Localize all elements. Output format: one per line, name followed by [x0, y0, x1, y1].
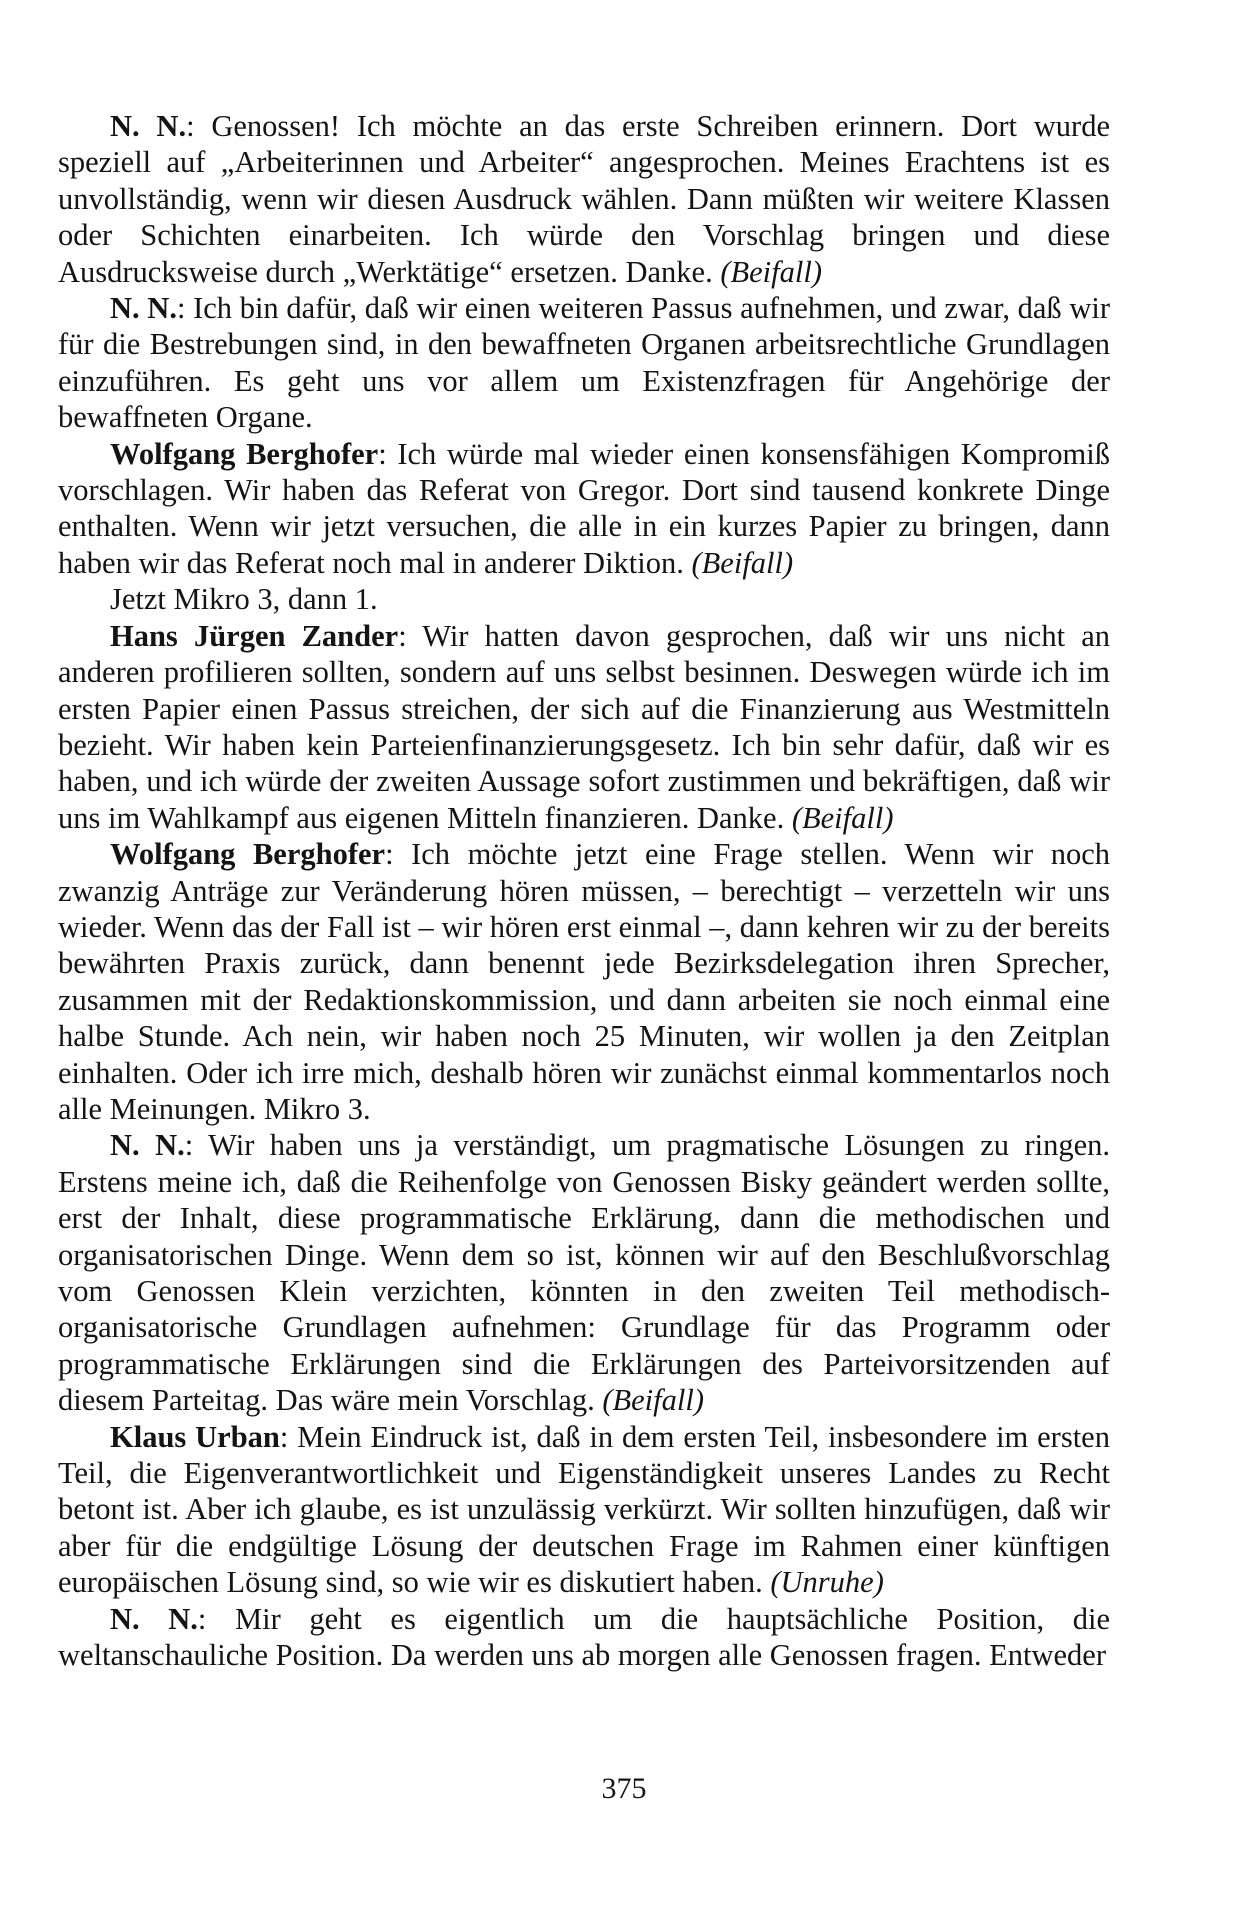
speaker-separator: : [279, 1419, 298, 1454]
speaker-separator: : [176, 291, 194, 326]
speaker-separator: : [184, 1128, 209, 1163]
speaker-separator: : [398, 618, 423, 653]
paragraph-6 [58, 836, 1110, 1127]
paragraph-text: Genossen! Ich möchte an das erste Schreiben erinnern. Dort wurde speziell auf „Arbeiterinnen und Arbeiter“ angesprochen. Meines Erachtens ist es unvollständig, wenn wir diesen Ausdruck wählen. Dann müßten wir weitere Klassen oder Schichten einarbeiten. Ich würde den Vorschlag bringen und diese Ausdrucksweise durch „Werktätige“ ersetzen. Danke. [58, 109, 1110, 289]
paragraph-4 [58, 581, 1110, 617]
speaker-name: Hans Jürgen Zander [110, 618, 399, 653]
paragraph-text: Jetzt Mikro 3, dann 1. [110, 582, 378, 617]
paragraph-9 [58, 1601, 1110, 1674]
paragraph-text: Mir geht es eigentlich um die hauptsächliche Position, die weltanschauliche Position. Da werden uns ab morgen alle Genossen fragen. Entweder [58, 1601, 1111, 1673]
paragraph-1 [58, 108, 1110, 290]
paragraph-5 [58, 618, 1110, 836]
speaker-name: Klaus Urban [110, 1419, 280, 1454]
audience-reaction: (Unruhe) [770, 1565, 884, 1600]
speaker-name: Wolfgang Berghofer [110, 837, 386, 872]
paragraph-8 [58, 1419, 1110, 1601]
audience-reaction: (Beifall) [720, 254, 822, 289]
paragraph-text: Ich würde mal wieder einen konsensfähigen Kompromiß vorschlagen. Wir haben das Referat von Gregor. Dort sind tausend konkrete Dinge enthalten. Wenn wir jetzt versuchen, die alle in ein kurzes Papier zu bringen, dann haben wir das Referat noch mal in anderer Diktion. [58, 436, 1111, 580]
paragraph-3 [58, 436, 1110, 582]
speaker-separator: : [385, 837, 412, 872]
audience-reaction: (Beifall) [602, 1383, 704, 1418]
paragraph-text: Mein Eindruck ist, daß in dem ersten Teil, insbesondere im ersten Teil, die Eigenverantwortlichkeit und Eigenständigkeit unseres Landes zu Recht betont ist. Aber ich glaube, es ist unzulässig verkürzt. Wir sollten hinzufügen, daß wir aber für die endgültige Lösung der deutschen Frage im Rahmen einer künftigen europäischen Lösung sind, so wie wir es diskutiert haben. [58, 1419, 1110, 1600]
speaker-separator: : [378, 436, 398, 471]
speaker-name: N. N. [110, 109, 187, 143]
document-body [58, 108, 1110, 1673]
paragraph-7 [58, 1127, 1110, 1418]
speaker-name: N. N. [110, 1128, 185, 1163]
audience-reaction: (Beifall) [691, 545, 794, 580]
speaker-name: N. N. [110, 291, 177, 326]
paragraph-text: Ich bin dafür, daß wir einen weiteren Passus aufnehmen, und zwar, daß wir für die Bestrebungen sind, in den bewaffneten Organen arbeitsrechtliche Grundlagen einzuführen. Es geht uns vor allem um Existenzfragen für Angehörige der bewaffneten Organe. [58, 291, 1110, 435]
paragraph-text: Ich möchte jetzt eine Frage stellen. Wenn wir noch zwanzig Anträge zur Veränderung hören müssen, – berechtigt – verzetteln wir uns wieder. Wenn das der Fall ist – wir hören erst einmal –, dann kehren wir zu der bereits bewährten Praxis zurück, dann benennt jede Bezirksdelegation ihren Sprecher, zusammen mit der Redaktionskommission, und dann arbeiten sie noch einmal eine halbe Stunde. Ach nein, wir haben noch 25 Minuten, wir wollen ja den Zeitplan einhalten. Oder ich irre mich, deshalb hören wir zunächst einmal kommentarlos noch alle Meinungen. Mikro 3. [58, 837, 1110, 1126]
speaker-separator: : [186, 109, 212, 143]
paragraph-text: Wir hatten davon gesprochen, daß wir uns nicht an anderen profilieren sollten, sondern auf uns selbst besinnen. Deswegen würde ich im ersten Papier einen Passus streichen, der sich auf die Finanzierung aus Westmitteln bezieht. Wir haben kein Parteienfinanzierungsgesetz. Ich bin sehr dafür, daß wir es haben, und ich würde der zweiten Aussage sofort zustimmen und bekräftigen, daß wir uns im Wahlkampf aus eigenen Mitteln finanzieren. Danke. [58, 618, 1110, 835]
paragraph-2 [58, 290, 1110, 436]
page-number: 375 [601, 1772, 647, 1805]
audience-reaction: (Beifall) [791, 800, 894, 835]
speaker-name: Wolfgang Berghofer [110, 436, 379, 471]
speaker-name: N. N. [110, 1601, 198, 1636]
paragraph-text: Wir haben uns ja verständigt, um pragmatische Lösungen zu ringen. Erstens meine ich, daß die Reihenfolge von Genossen Bisky geändert werden sollte, erst der Inhalt, diese programmatische Erklärung, dann die methodischen und organisatorischen Dinge. Wenn dem so ist, können wir auf den Beschlußvorschlag vom Genossen Klein verzichten, könnten in den zweiten Teil methodisch-organisatorische Grundlagen aufnehmen: Grundlage für das Programm oder programmatische Erklärungen sind die Erklärungen des Parteivorsitzenden auf diesem Parteitag. Das wäre mein Vorschlag. [58, 1128, 1110, 1418]
speaker-separator: : [197, 1601, 235, 1636]
